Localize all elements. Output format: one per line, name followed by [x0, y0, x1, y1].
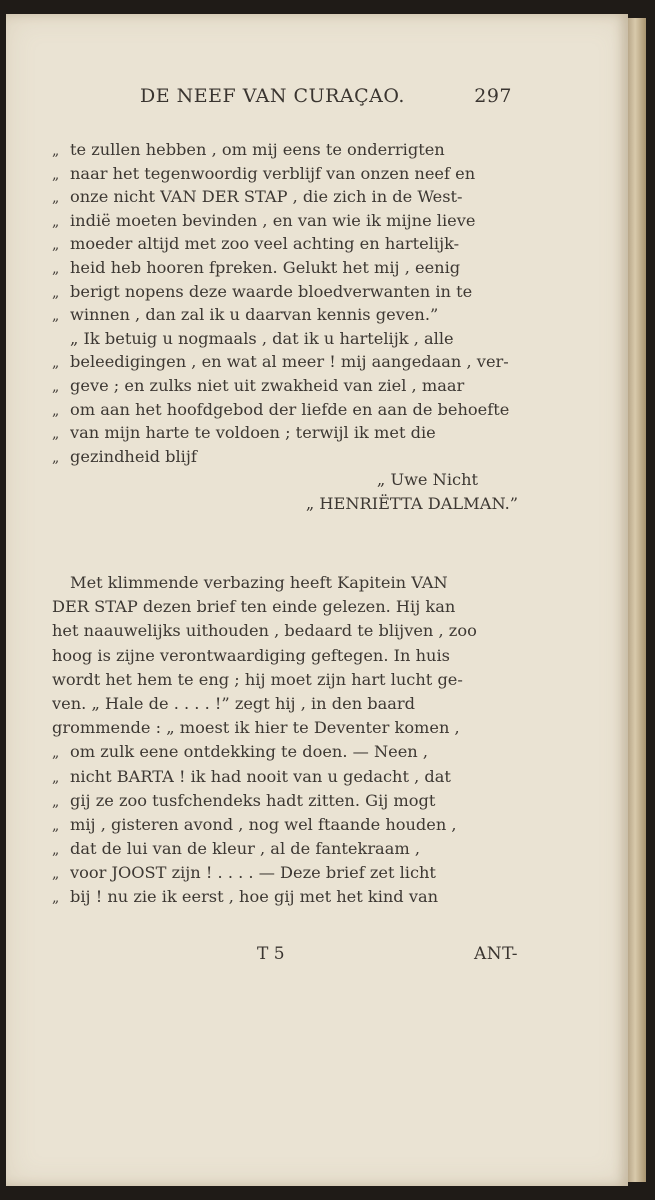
text-line	[52, 815, 518, 839]
line-text: beleedigingen , en wat al meer ! mij aangedaan , ver-	[70, 352, 509, 372]
line-text: winnen , dan zal ik u daarvan kennis geven.”	[70, 305, 439, 325]
text-line	[52, 718, 518, 742]
quote-mark: „	[52, 166, 60, 183]
text-line	[52, 305, 518, 329]
line-text: indië moeten bevinden , en van wie ik mijne lieve	[70, 210, 476, 230]
page-footer	[52, 944, 518, 964]
line-text: hoog is zijne verontwaardiging geftegen. In huis	[52, 645, 450, 665]
page-number: 297	[474, 85, 512, 107]
line-text: voor JOOST zijn ! . . . . — Deze brief zet licht	[70, 863, 436, 883]
quote-mark: „	[52, 793, 60, 810]
catchword: ANT-	[473, 944, 518, 964]
line-text: geve ; en zulks niet uit zwakheid van ziel , maar	[70, 375, 465, 395]
quote-mark: „	[52, 817, 60, 834]
line-text: bij ! nu zie ik eerst , hoe gij met het kind van	[70, 887, 439, 907]
letter-signature: „ HENRIËTTA DALMAN.”	[305, 493, 518, 513]
line-text: te zullen hebben , om mij eens te onderrigten	[70, 140, 445, 159]
quote-mark: „	[52, 842, 60, 859]
text-line	[52, 670, 518, 694]
quote-mark: „	[52, 890, 60, 907]
text-line	[52, 791, 518, 815]
text-line	[52, 400, 518, 424]
text-line	[52, 423, 518, 447]
text-line	[52, 187, 518, 211]
quote-mark: „	[52, 426, 60, 443]
page-edge	[628, 18, 646, 1182]
line-text: om aan het hoofdgebod der liefde en aan de behoefte	[70, 399, 510, 419]
letter-text	[52, 140, 518, 518]
line-text: onze nicht VAN DER STAP , die zich in de West-	[70, 187, 463, 207]
line-text: nicht BARTA ! ik had nooit van u gedacht , dat	[70, 766, 451, 786]
line-text: heid heb hooren fpreken. Gelukt het mij , eenig	[70, 257, 461, 277]
quote-mark: „	[52, 745, 60, 762]
text-line	[52, 621, 518, 645]
quote-mark: „	[52, 237, 60, 254]
line-text: Met klimmende verbazing heeft Kapitein VAN	[70, 573, 448, 592]
quote-mark: „	[52, 260, 60, 277]
signature-mark: T 5	[257, 944, 285, 964]
quote-mark: „	[52, 284, 60, 301]
text-line	[52, 329, 518, 353]
quote-mark: „	[52, 402, 60, 419]
line-text: om zulk eene ontdekking te doen. — Neen ,	[70, 742, 428, 762]
text-line	[52, 211, 518, 235]
quote-mark: „	[52, 143, 60, 159]
text-line	[52, 742, 518, 766]
narrative-text	[52, 573, 518, 912]
quote-mark: „	[52, 355, 60, 372]
quote-mark: „	[52, 866, 60, 883]
text-line	[52, 767, 518, 791]
text-line	[52, 282, 518, 306]
line-text: van mijn harte te voldoen ; terwijl ik met die	[70, 423, 436, 443]
text-line	[52, 573, 518, 597]
line-text: moeder altijd met zoo veel achting en hartelijk-	[70, 234, 460, 254]
text-line	[52, 258, 518, 282]
line-text: gij ze zoo tusfchendeks hadt zitten. Gij mogt	[70, 790, 436, 810]
text-line	[52, 140, 518, 164]
line-text: berigt nopens deze waarde bloedverwanten in te	[70, 281, 473, 301]
running-header	[140, 85, 512, 107]
text-line	[52, 164, 518, 188]
quote-mark: „	[52, 308, 60, 325]
text-line	[52, 352, 518, 376]
line-text: naar het tegenwoordig verblijf van onzen neef en	[70, 163, 476, 183]
text-line	[52, 694, 518, 718]
text-line	[52, 597, 518, 621]
line-text: ven. „ Hale de . . . . !” zegt hij , in den baard	[52, 693, 416, 713]
line-text: DER STAP dezen brief ten einde gelezen. Hij kan	[52, 597, 456, 617]
running-title: DE NEEF VAN CURAÇAO.	[140, 85, 405, 107]
text-line	[52, 887, 518, 911]
quote-mark: „	[52, 449, 60, 466]
text-line	[52, 863, 518, 887]
quote-mark: „	[52, 213, 60, 230]
line-text: gezindheid blijf	[70, 446, 197, 466]
line-text: dat de lui van de kleur , al de fantekraam ,	[70, 839, 420, 859]
text-line	[52, 839, 518, 863]
line-text: „ Ik betuig u nogmaals , dat ik u hartelijk , alle	[70, 328, 454, 348]
line-text: wordt het hem te eng ; hij moet zijn hart lucht ge-	[52, 669, 463, 689]
quote-mark: „	[52, 190, 60, 207]
line-text: het naauwelijks uithouden , bedaard te blijven , zoo	[52, 621, 477, 641]
line-text: grommende : „ moest ik hier te Deventer komen ,	[52, 718, 460, 738]
text-line	[52, 646, 518, 670]
quote-mark: „	[52, 769, 60, 786]
line-text: mij , gisteren avond , nog wel ftaande houden ,	[70, 814, 457, 834]
letter-closing: „ Uwe Nicht	[376, 470, 478, 490]
text-line	[52, 447, 518, 471]
text-line	[52, 234, 518, 258]
text-line	[52, 376, 518, 400]
quote-mark: „	[52, 378, 60, 395]
